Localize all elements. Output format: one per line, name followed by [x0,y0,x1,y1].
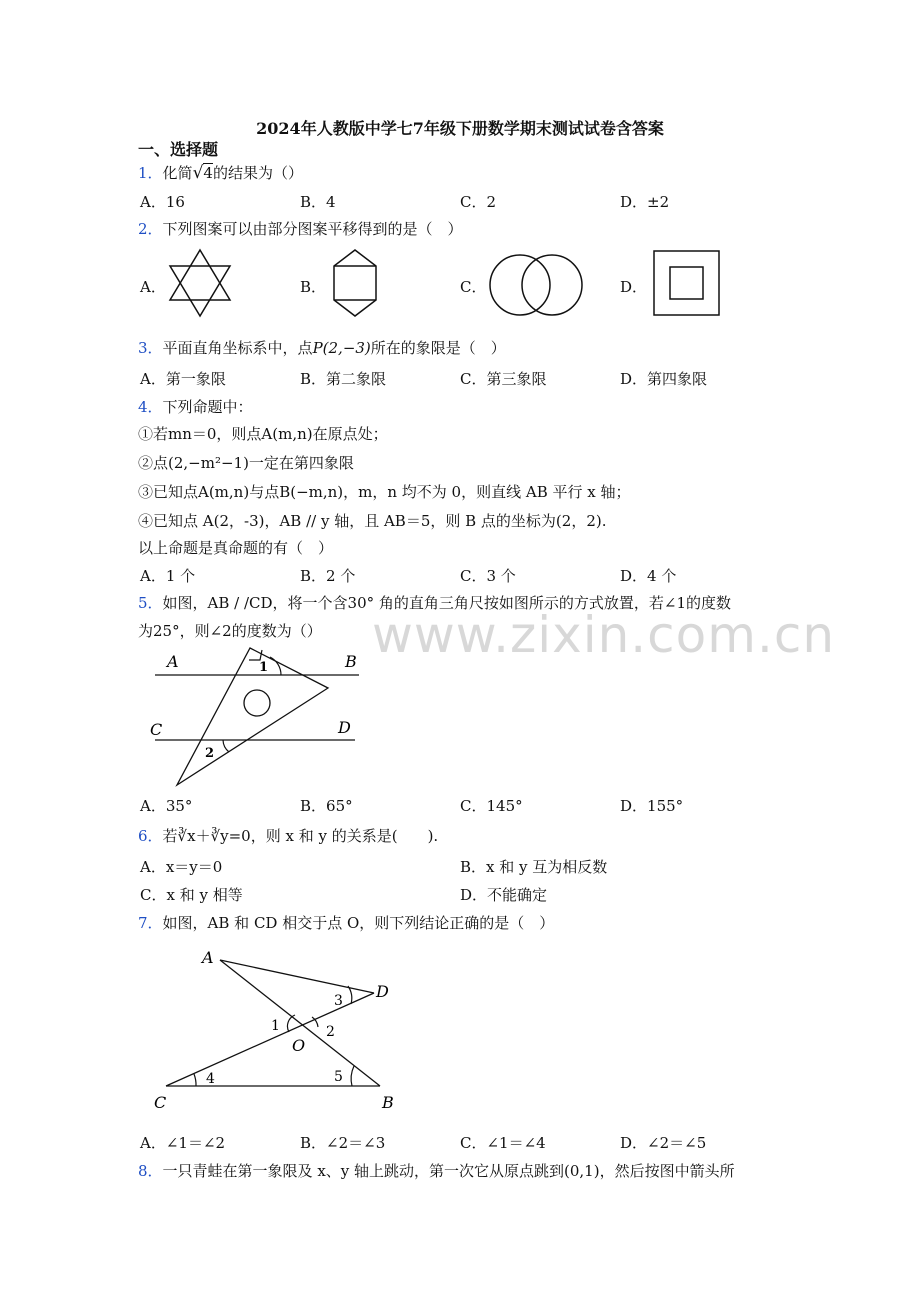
option-c: C．第三象限 [460,370,547,388]
question-1 [138,162,303,183]
page-title: 2024年人教版中学七7年级下册数学期末测试试卷含答案 [256,119,664,138]
proposition-3: ③已知点A(m,n)与点B(−m,n)，m，n 均不为 0，则直线 AB 平行 x 轴； [138,483,631,501]
option-a: A．第一象限 [140,370,226,388]
question-text: 如图，AB / /CD，将一个含30° 角的直角三角尺按如图所示的方式放置，若∠1的度数 [162,594,732,612]
question-text: 如图，AB 和 CD 相交于点 O，则下列结论正确的是（ ） [162,914,555,932]
angle-3-label: 3 [334,993,343,1009]
option-c: C．3 个 [460,567,516,585]
angle-4-label: 4 [206,1071,215,1087]
radicand: 4 [203,164,213,182]
label-o: O [292,1036,306,1055]
option-c: C．2 [460,193,497,211]
label-b: B [345,652,357,671]
label-c: C [150,720,163,739]
question-number: 4． [138,398,163,416]
option-d-label: D． [620,278,648,296]
sqrt-symbol: √ [192,163,204,183]
star-of-david-figure [168,248,232,318]
label-d: D [338,718,351,737]
option-a: A．35° [140,797,193,815]
option-b-label: B． [300,278,327,296]
option-c: C．x 和 y 相等 [140,886,243,904]
question-4 [138,396,253,417]
option-a: A．x＝y＝0 [140,858,223,876]
conclusion-text: 以上命题是真命题的有（ ） [138,539,334,557]
question-text: 下列命题中： [162,398,253,416]
watermark: www.zixin.com.cn [372,606,836,664]
option-d: D．第四象限 [620,370,708,388]
option-a: A．1 个 [140,567,196,585]
question-text: 平面直角坐标系中，点 [162,339,313,357]
option-b: B．2 个 [300,567,356,585]
option-b: B．∠2＝∠3 [300,1134,386,1152]
option-d: D．不能确定 [460,886,548,904]
angle-1-label: 1 [259,660,269,675]
question-number: 5． [138,594,163,612]
proposition-4: ④已知点 A(2，-3)，AB // y 轴，且 AB＝5，则 B 点的坐标为(2，2). [138,512,607,530]
question-3 [138,337,506,358]
overlapping-circles-figure [488,253,588,319]
question-number: 7． [138,914,163,932]
option-a-label: A． [140,278,166,296]
option-a: A．16 [140,193,185,211]
label-a: A [167,652,179,671]
question-text: 化简 [162,164,193,182]
angle-5-label: 5 [334,1069,343,1085]
intersecting-lines-figure [150,945,400,1120]
proposition-2: ②点(2,−m²−1)一定在第四象限 [138,454,354,472]
label-c: C [154,1093,167,1112]
nested-squares-figure [652,249,722,317]
option-b: B．65° [300,797,353,815]
label-d: D [376,982,389,1001]
option-c-label: C． [460,278,487,296]
question-text-end: 的结果为（） [212,164,303,182]
option-d: D．155° [620,797,684,815]
option-b: B．x 和 y 互为相反数 [460,858,608,876]
angle-2-label: 2 [326,1024,335,1040]
question-8 [138,1160,735,1181]
question-text: 若∛x＋∛y=0，则 x 和 y 的关系是( ). [162,827,439,845]
option-c: C．145° [460,797,523,815]
option-d: D．±2 [620,193,670,211]
question-number: 6． [138,827,163,845]
label-b: B [382,1093,394,1112]
question-number: 1． [138,164,163,182]
question-7 [138,912,554,933]
question-5 [138,592,731,613]
angle-1-label: 1 [271,1018,280,1034]
section-heading: 一、选择题 [138,140,219,159]
option-d: D．4 个 [620,567,677,585]
parallel-lines-triangle-figure [145,645,365,790]
label-a: A [202,948,214,967]
question-6 [138,825,438,846]
question-number: 3． [138,339,163,357]
angle-2-label: 2 [205,746,215,761]
option-a: A．∠1＝∠2 [140,1134,226,1152]
question-number: 8． [138,1162,163,1180]
question-text-end: 所在的象限是（ ） [370,339,506,357]
hexagon-figure [330,248,380,318]
option-d: D．∠2＝∠5 [620,1134,707,1152]
option-c: C．∠1＝∠4 [460,1134,546,1152]
option-b: B．第二象限 [300,370,387,388]
question-text: 一只青蛙在第一象限及 x、y 轴上跳动，第一次它从原点跳到(0,1)，然后按图中箭头所 [162,1162,735,1180]
question-text: 下列图案可以由部分图案平移得到的是（ ） [162,220,463,238]
question-5-line2: 为25°，则∠2的度数为（） [138,622,322,640]
proposition-1: ①若mn＝0，则点A(m,n)在原点处； [138,425,388,443]
question-number: 2． [138,220,163,238]
question-2 [138,218,463,239]
option-b: B．4 [300,193,336,211]
point-p: P(2,−3) [312,339,371,357]
